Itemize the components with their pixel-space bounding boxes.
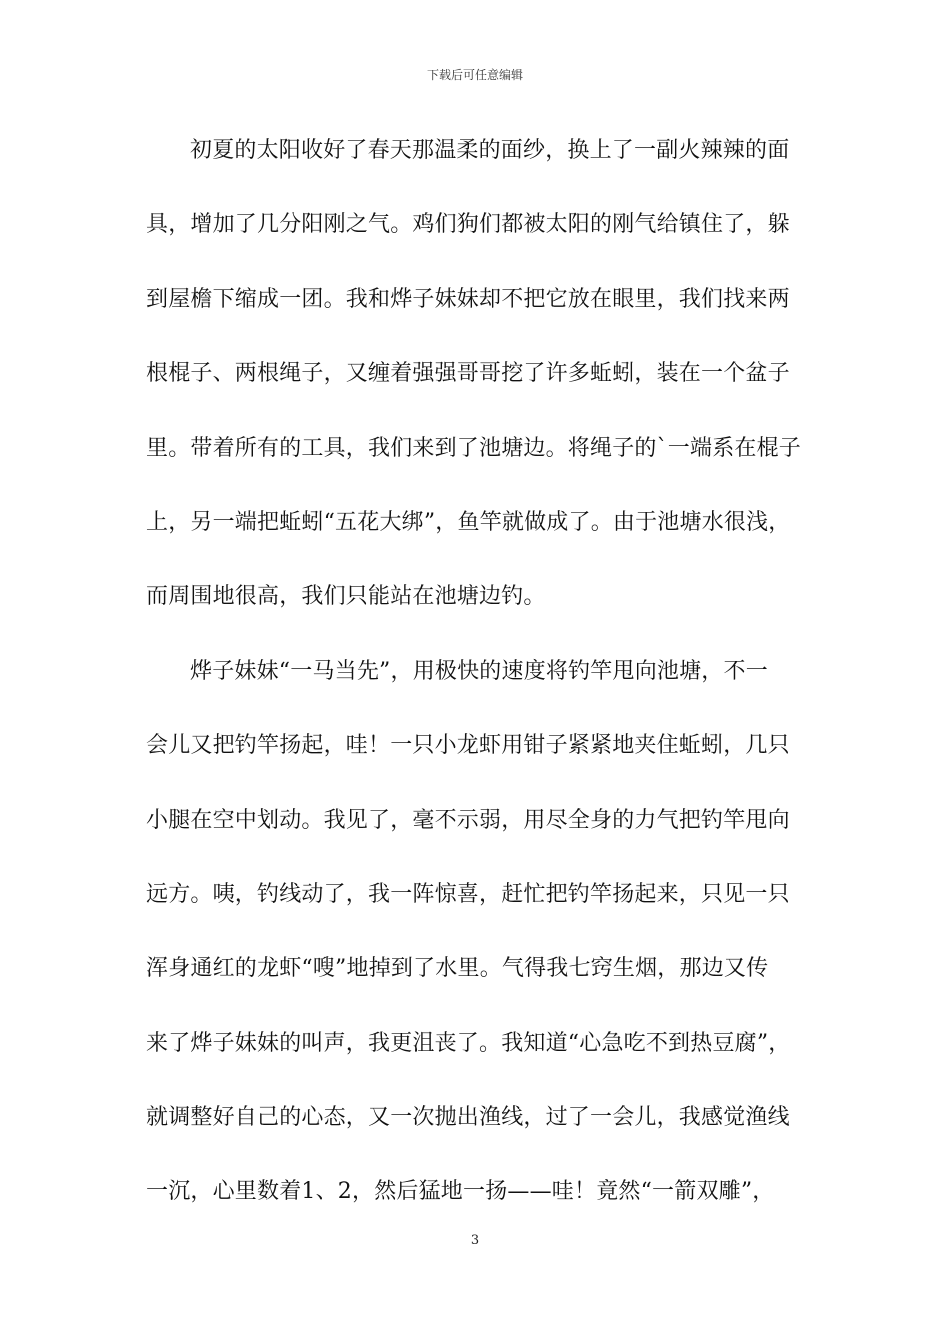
paragraph-2-line-5: 浑身通红的龙虾“嗖”地掉到了水里。气得我七窍生烟，那边又传	[146, 956, 769, 982]
paragraph-2-line-3: 小腿在空中划动。我见了，毫不示弱，用尽全身的力气把钓竿甩向	[146, 807, 790, 833]
paragraph-2-line-1: 烨子妹妹“一马当先”，用极快的速度将钓竿甩向池塘，不一	[190, 658, 768, 684]
paragraph-1-line-1: 初夏的太阳收好了春天那温柔的面纱，换上了一副火辣辣的面	[190, 138, 790, 163]
paragraph-2-line-2: 会儿又把钓竿扬起，哇！一只小龙虾用钳子紧紧地夹住蚯蚓，几只	[146, 733, 790, 759]
paragraph-2-line-4: 远方。咦，钓线动了，我一阵惊喜，赶忙把钓竿扬起来，只见一只	[146, 881, 790, 907]
page-header: 下载后可任意编辑	[426, 68, 523, 82]
paragraph-1-line-4: 根棍子、两根绳子，又缠着强强哥哥挖了许多蚯蚓，装在一个盆子	[146, 361, 790, 387]
document-body	[146, 131, 806, 1247]
paragraph-2-line-6: 来了烨子妹妹的叫声，我更沮丧了。我知道“心急吃不到热豆腐”，	[146, 1030, 791, 1056]
paragraph-2-line-7: 就调整好自己的心态，又一次抛出渔线，过了一会儿，我感觉渔线	[146, 1105, 790, 1131]
page-number: 3	[470, 1233, 480, 1248]
paragraph-1-line-2: 具，增加了几分阳刚之气。鸡们狗们都被太阳的刚气给镇住了，躲	[146, 212, 790, 238]
paragraph-1-line-7: 而周围地很高，我们只能站在池塘边钓。	[146, 584, 546, 610]
paragraph-1-line-5: 里。带着所有的工具，我们来到了池塘边。将绳子的`一端系在棍子	[146, 435, 802, 461]
paragraph-1-line-3: 到屋檐下缩成一团。我和烨子妹妹却不把它放在眼里，我们找来两	[146, 286, 790, 312]
paragraph-2-line-8: 一沉，心里数着1、2，然后猛地一扬——哇！竟然“一箭双雕”，	[146, 1179, 775, 1205]
paragraph-1-line-6: 上，另一端把蚯蚓“五花大绑”，鱼竿就做成了。由于池塘水很浅，	[146, 509, 791, 535]
